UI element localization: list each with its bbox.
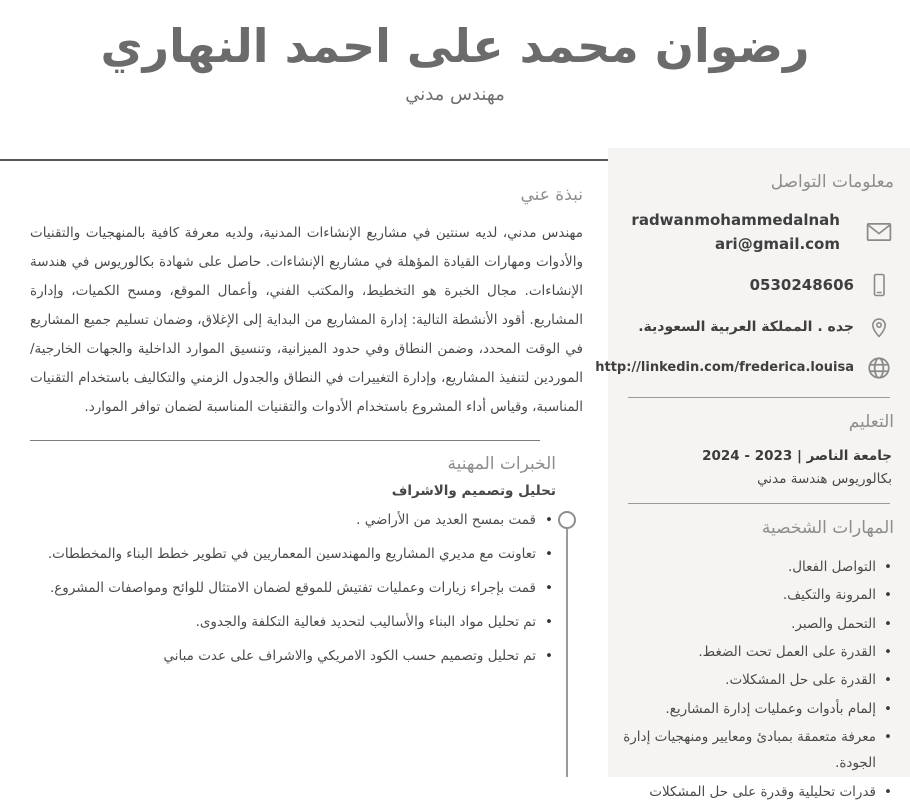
email-icon (864, 219, 894, 245)
timeline-vertical-line (566, 529, 568, 777)
skills-list (622, 554, 892, 805)
experience-separator (30, 440, 540, 441)
skill-item: • إلمام بأدوات وعمليات إدارة المشاريع. (622, 696, 892, 722)
location-pin-icon (864, 314, 894, 340)
skill-item: • معرفة متعمقة بمبادئ ومعايير ومنهجيات إدارة الجودة. (622, 724, 892, 777)
experience-item: • قمت بمسح العديد من الأراضي . (30, 506, 553, 535)
location-value: جده . المملكة العربية السعودية. (638, 318, 854, 335)
skill-item: • قدرات تحليلية وقدرة على حل المشكلات (622, 779, 892, 805)
timeline-circle-marker (558, 511, 576, 529)
about-section-title: نبذة عني (520, 185, 583, 205)
sidebar-separator (628, 503, 890, 504)
contact-row-phone (622, 271, 894, 299)
contact-row-location (622, 314, 894, 340)
skill-item: • التواصل الفعال. (622, 554, 892, 580)
experience-list (30, 506, 553, 671)
person-name: رضوان محمد على احمد النهاري (100, 19, 810, 73)
sidebar-separator (628, 397, 890, 398)
header (0, 0, 910, 148)
globe-icon (864, 355, 894, 381)
education-school: جامعة الناصر | 2023 - 2024 (702, 448, 892, 464)
email-value: radwanmohammedalnahari@gmail.com (631, 211, 840, 253)
phone-value: 0530248606 (749, 276, 854, 294)
skill-item: • المرونة والتكيف. (622, 582, 892, 608)
experience-item: • تعاونت مع مديري المشاريع والمهندسين المعماريين في تطوير خطط البناء والمخططات. (30, 540, 553, 569)
experience-item: • قمت بإجراء زيارات وعمليات تفتيش للموقع لضمان الامتثال للوائح ومواصفات المشروع. (30, 574, 553, 603)
skill-item: • القدرة على العمل تحت الضغط. (622, 639, 892, 665)
person-job-title: مهندس مدني (405, 84, 505, 106)
skills-section-title: المهارات الشخصية (761, 518, 894, 538)
contact-row-link (595, 355, 894, 381)
skill-item: • التحمل والصبر. (622, 611, 892, 637)
experience-item: • تم تحليل وتصميم حسب الكود الامريكي والاشراف على عدت مباني (30, 642, 553, 671)
experience-item: • تم تحليل مواد البناء والأساليب لتحديد فعالية التكلفة والجدوى. (30, 608, 553, 637)
main-content (0, 161, 608, 777)
contact-row-email (622, 208, 894, 256)
linkedin-url[interactable]: http://linkedin.com/frederica.louisa (595, 359, 854, 375)
about-text: مهندس مدني، لديه سنتين في مشاريع الإنشاءات المدنية، ولديه معرفة كافية بالمنهجيات والتقنيات والأدوات ومهارات القيادة المؤهلة في مشاريع الإنشاءات. حاصل على شهادة بكالوريوس في هندسة الإنشاءات. مجال الخبرة هو التخطيط، والمكتب الفني، وأعمال الموقع، ومسح الكميات، وإدارة المشاريع. أقود الأنشطة التالية: إدارة المشاريع من البداية إلى الإغلاق، وضمان تسليم جميع المشاريع في الوقت المحدد، وضمن النطاق وفي حدود الميزانية، وتنسيق الموارد الداخلية والجهات الخارجية/الموردين لتنفيذ المشاريع، وإدارة التغييرات في النطاق والجدول الزمني والتكاليف باستخدام التقنيات المناسبة، وقياس أداء المشروع باستخدام الأدوات والتقنيات المناسبة لضمان توافر الموارد. (30, 225, 583, 416)
sidebar (595, 148, 910, 800)
experience-role: تحليل وتصميم والاشراف (391, 483, 556, 500)
phone-icon (864, 271, 894, 299)
education-section-title: التعليم (848, 412, 894, 432)
education-degree: بكالوريوس هندسة مدني (757, 471, 892, 487)
contact-section-title: معلومات التواصل (770, 172, 894, 192)
experience-section-title: الخبرات المهنية (447, 454, 556, 475)
skill-item: • القدرة على حل المشكلات. (622, 667, 892, 693)
